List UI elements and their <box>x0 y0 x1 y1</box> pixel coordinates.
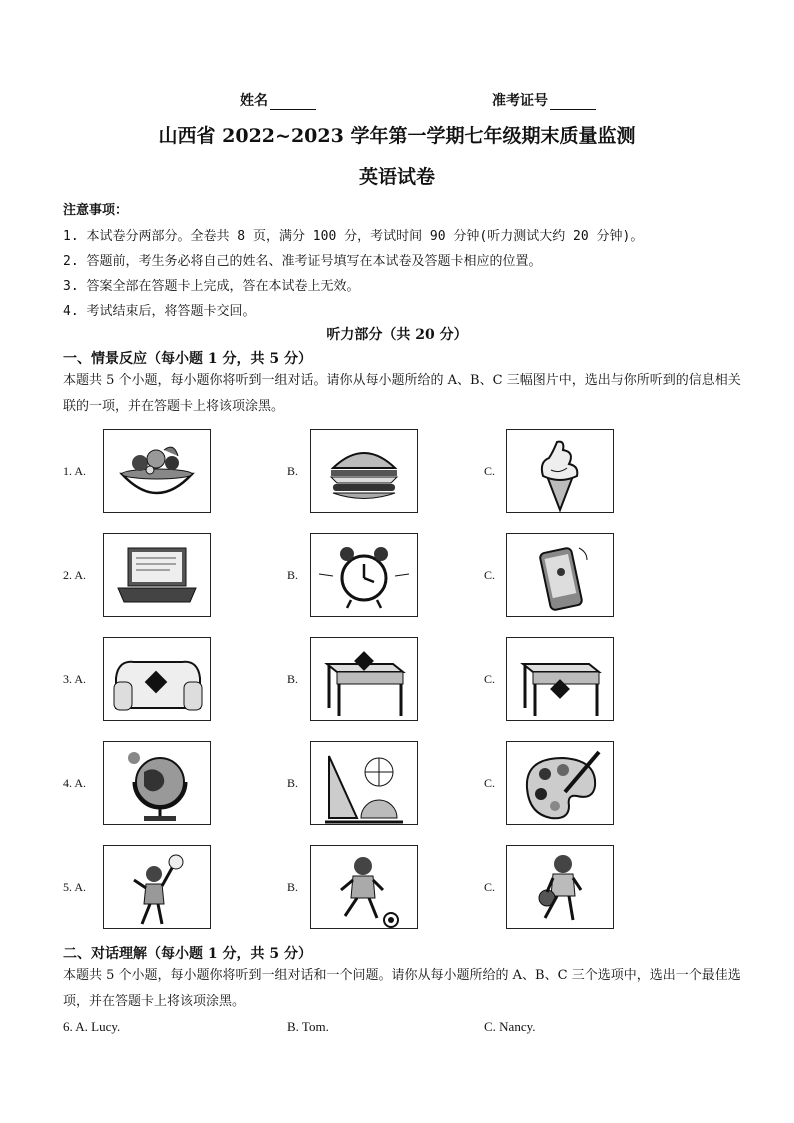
q2-option-a-picture[interactable] <box>103 533 211 617</box>
part2-heading: 二、对话理解（每小题 1 分，共 5 分） <box>63 946 312 962</box>
q1-option-b-label: B. <box>287 464 299 478</box>
exam-id-blank[interactable] <box>550 95 596 110</box>
hamburger-icon <box>311 430 417 512</box>
q1-option-a-label: 1. A. <box>63 464 87 478</box>
name-label: 姓名 <box>240 93 268 109</box>
q5-option-a-picture[interactable] <box>103 845 211 929</box>
q4-option-a-picture[interactable] <box>103 741 211 825</box>
q1-option-b-picture[interactable] <box>310 429 418 513</box>
q3-option-b-picture[interactable] <box>310 637 418 721</box>
alarm-clock-icon <box>311 534 417 616</box>
page-subtitle: 英语试卷 <box>358 166 435 188</box>
q6-option-c[interactable]: C. Nancy. <box>484 1019 536 1034</box>
exam-id-label: 准考证号 <box>492 93 548 109</box>
girl-volleyball-icon <box>104 846 210 928</box>
q3-option-c-picture[interactable] <box>506 637 614 721</box>
q4-option-c-picture[interactable] <box>506 741 614 825</box>
exam-id-field <box>492 90 596 110</box>
q4-option-a-label: 4. A. <box>63 776 87 790</box>
q4-option-b-label: B. <box>287 776 299 790</box>
q3-option-c-label: C. <box>484 672 496 686</box>
page-title: 山西省 2022~2023 学年第一学期七年级期末质量监测 <box>158 125 636 147</box>
listening-section-title: 听力部分（共 20 分） <box>326 327 468 343</box>
math-tools-icon <box>311 742 417 824</box>
q5-option-b-picture[interactable] <box>310 845 418 929</box>
note-item: 1. 本试卷分两部分。全卷共 8 页，满分 100 分，考试时间 90 分钟(听力测试大约 20 分钟)。 <box>63 229 644 244</box>
q2-option-b-label: B. <box>287 568 299 582</box>
name-blank[interactable] <box>270 95 316 110</box>
q5-option-c-label: C. <box>484 880 496 894</box>
q1-option-a-picture[interactable] <box>103 429 211 513</box>
part2-instruction: 本题共 5 个小题，每小题你将听到一组对话和一个问题。请你从每小题所给的 A、B、C 三个选项中，选出一个最佳选项，并在答题卡上将该项涂黑。 <box>63 968 741 1009</box>
desk-object-on-top-icon <box>311 638 417 720</box>
q1-option-c-picture[interactable] <box>506 429 614 513</box>
q2-option-a-label: 2. A. <box>63 568 87 582</box>
note-item: 2. 答题前，考生务必将自己的姓名、准考证号填写在本试卷及答题卡相应的位置。 <box>63 254 542 269</box>
q2-option-b-picture[interactable] <box>310 533 418 617</box>
mobile-phone-icon <box>507 534 613 616</box>
q3-option-a-label: 3. A. <box>63 672 87 686</box>
q1-option-c-label: C. <box>484 464 496 478</box>
q6-option-a[interactable]: 6. A. Lucy. <box>63 1019 121 1034</box>
girl-soccer-icon <box>311 846 417 928</box>
sofa-with-object-icon <box>104 638 210 720</box>
q5-option-b-label: B. <box>287 880 299 894</box>
girl-basketball-icon <box>507 846 613 928</box>
q4-option-c-label: C. <box>484 776 496 790</box>
note-item: 4. 考试结束后，将答题卡交回。 <box>63 304 256 319</box>
globe-icon <box>104 742 210 824</box>
salad-bowl-icon <box>104 430 210 512</box>
name-field <box>240 90 316 110</box>
q5-option-a-label: 5. A. <box>63 880 87 894</box>
q4-option-b-picture[interactable] <box>310 741 418 825</box>
q2-option-c-picture[interactable] <box>506 533 614 617</box>
note-item: 3. 答案全部在答题卡上完成，答在本试卷上无效。 <box>63 279 360 294</box>
ice-cream-icon <box>507 430 613 512</box>
q6-option-b[interactable]: B. Tom. <box>287 1019 329 1034</box>
part1-instruction: 本题共 5 个小题，每小题你将听到一组对话。请你从每小题所给的 A、B、C 三幅图片中，选出与你所听到的信息相关联的一项，并在答题卡上将该项涂黑。 <box>63 373 741 414</box>
q3-option-a-picture[interactable] <box>103 637 211 721</box>
part1-heading: 一、情景反应（每小题 1 分，共 5 分） <box>63 351 312 367</box>
laptop-icon <box>104 534 210 616</box>
q5-option-c-picture[interactable] <box>506 845 614 929</box>
notes-heading: 注意事项： <box>63 203 129 218</box>
q3-option-b-label: B. <box>287 672 299 686</box>
paint-palette-icon <box>507 742 613 824</box>
q2-option-c-label: C. <box>484 568 496 582</box>
desk-object-under-icon <box>507 638 613 720</box>
